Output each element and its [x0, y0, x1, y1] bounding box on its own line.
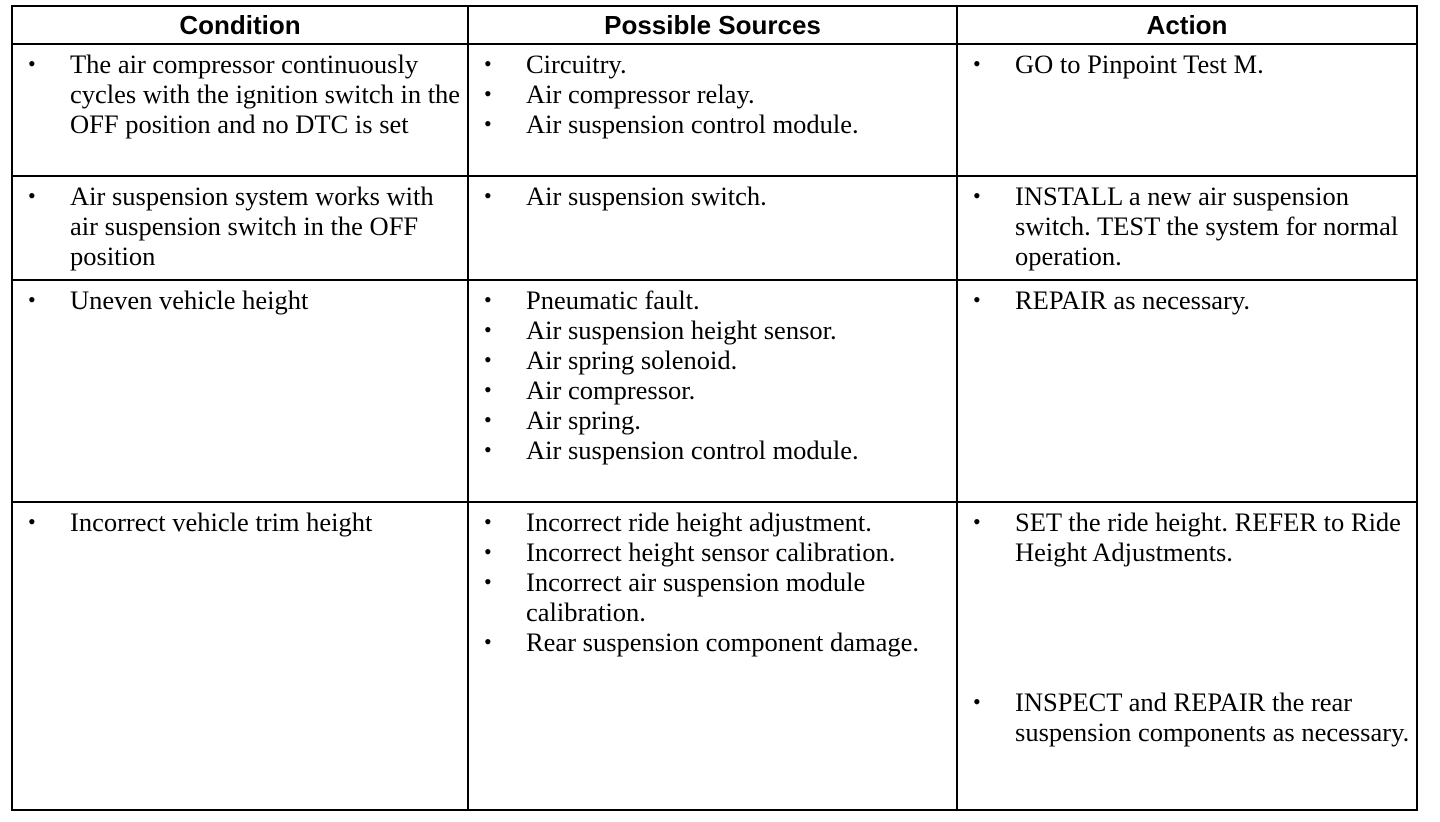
condition-cell — [12, 280, 468, 502]
header-possible-sources: Possible Sources — [468, 6, 957, 44]
bullet-icon: • — [973, 689, 981, 714]
action-cell — [957, 176, 1417, 280]
condition-cell — [12, 44, 468, 176]
source-text: Air suspension height sensor. — [526, 315, 837, 345]
table-row — [12, 44, 1417, 176]
sources-cell — [468, 44, 957, 176]
source-item — [469, 79, 950, 109]
source-text: Circuitry. — [526, 49, 627, 79]
bullet-icon: • — [484, 407, 492, 432]
bullet-icon: • — [484, 437, 492, 462]
condition-item — [13, 285, 461, 315]
bullet-icon: • — [484, 81, 492, 106]
source-item — [469, 567, 950, 627]
bullet-icon: • — [484, 629, 492, 654]
source-text: Pneumatic fault. — [526, 285, 700, 315]
table-row — [12, 176, 1417, 280]
bullet-icon: • — [28, 509, 36, 534]
header-action: Action — [957, 6, 1417, 44]
action-text: INSTALL a new air suspension switch. TEST the system for normal operation. — [1015, 181, 1399, 271]
header-condition: Condition — [12, 6, 468, 44]
source-text: Air suspension switch. — [526, 181, 767, 211]
table-row — [12, 502, 1417, 810]
source-item — [469, 405, 950, 435]
action-text: REPAIR as necessary. — [1015, 285, 1251, 315]
source-item — [469, 627, 950, 657]
bullet-icon: • — [484, 569, 492, 594]
bullet-icon: • — [484, 509, 492, 534]
action-item — [958, 507, 1410, 567]
bullet-icon: • — [28, 183, 36, 208]
sources-cell — [468, 176, 957, 280]
header-row — [12, 6, 1417, 44]
source-item — [469, 537, 950, 567]
source-item — [469, 285, 950, 315]
bullet-icon: • — [484, 287, 492, 312]
bullet-icon: • — [973, 183, 981, 208]
condition-cell — [12, 502, 468, 810]
source-text: Air compressor. — [526, 375, 696, 405]
condition-cell — [12, 176, 468, 280]
condition-text: Incorrect vehicle trim height — [70, 507, 373, 537]
sources-cell — [468, 502, 957, 810]
source-item — [469, 345, 950, 375]
source-text: Air suspension control module. — [526, 435, 859, 465]
bullet-icon: • — [973, 51, 981, 76]
bullet-icon: • — [484, 347, 492, 372]
action-cell — [957, 502, 1417, 810]
source-text: Air spring solenoid. — [526, 345, 738, 375]
source-text: Air compressor relay. — [526, 79, 755, 109]
bullet-icon: • — [484, 111, 492, 136]
action-cell — [957, 44, 1417, 176]
source-item — [469, 375, 950, 405]
action-item — [958, 181, 1410, 271]
action-cell — [957, 280, 1417, 502]
condition-item — [13, 181, 461, 271]
bullet-icon: • — [484, 539, 492, 564]
bullet-icon: • — [973, 287, 981, 312]
source-item — [469, 315, 950, 345]
action-text: INSPECT and REPAIR the rear suspension components as necessary. — [1015, 687, 1410, 747]
bullet-icon: • — [484, 51, 492, 76]
action-item — [958, 687, 1410, 747]
condition-item — [13, 507, 461, 537]
source-text: Incorrect air suspension module calibration. — [526, 567, 866, 627]
action-item — [958, 285, 1410, 315]
condition-text: Air suspension system works with air suspension switch in the OFF position — [70, 181, 434, 271]
spacer — [958, 567, 1410, 687]
source-item — [469, 435, 950, 465]
diagnosis-table — [11, 5, 1418, 811]
condition-item — [13, 49, 461, 139]
condition-text: The air compressor continuously cycles with the ignition switch in the OFF position and no DTC is set — [70, 49, 461, 139]
action-item — [958, 49, 1410, 79]
bullet-icon: • — [28, 287, 36, 312]
source-text: Rear suspension component damage. — [526, 627, 919, 657]
source-item — [469, 49, 950, 79]
source-text: Air suspension control module. — [526, 109, 859, 139]
source-item — [469, 181, 950, 211]
bullet-icon: • — [484, 183, 492, 208]
table-row — [12, 280, 1417, 502]
source-item — [469, 109, 950, 139]
source-text: Incorrect ride height adjustment. — [526, 507, 872, 537]
bullet-icon: • — [484, 377, 492, 402]
action-text: SET the ride height. REFER to Ride Height Adjustments. — [1015, 507, 1401, 567]
sources-cell — [468, 280, 957, 502]
bullet-icon: • — [28, 51, 36, 76]
condition-text: Uneven vehicle height — [70, 285, 309, 315]
source-text: Air spring. — [526, 405, 641, 435]
source-item — [469, 507, 950, 537]
action-text: GO to Pinpoint Test M. — [1015, 49, 1264, 79]
source-text: Incorrect height sensor calibration. — [526, 537, 896, 567]
bullet-icon: • — [973, 509, 981, 534]
bullet-icon: • — [484, 317, 492, 342]
